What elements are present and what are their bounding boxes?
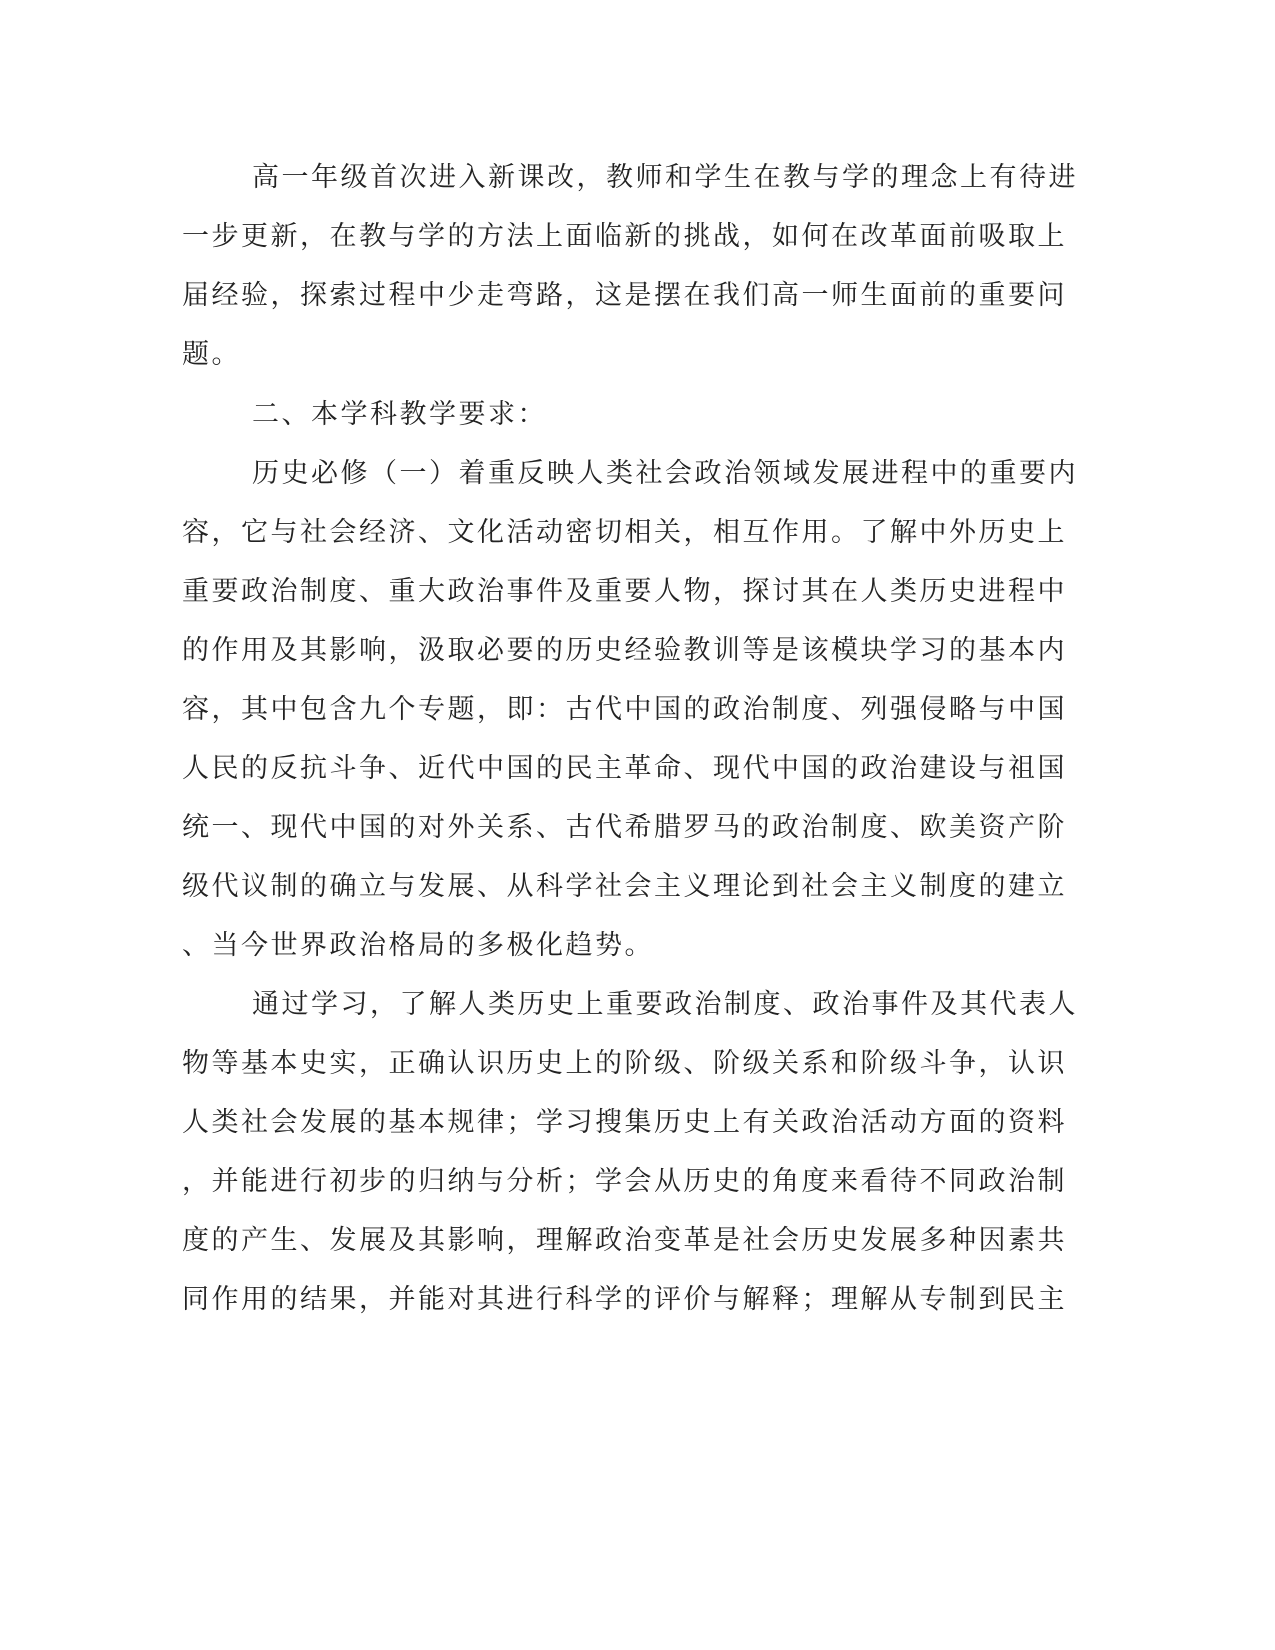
paragraph-1-line-4: 题。 xyxy=(182,339,241,370)
paragraph-1-line-3: 届经验，探索过程中少走弯路，这是摆在我们高一师生面前的重要问 xyxy=(182,280,1067,311)
paragraph-1-line-2: 一步更新，在教与学的方法上面临新的挑战，如何在改革面前吸取上 xyxy=(182,221,1067,252)
paragraph-2-line-9: 、当今世界政治格局的多极化趋势。 xyxy=(182,930,654,961)
paragraph-2-line-1: 历史必修（一）着重反映人类社会政治领域发展进程中的重要内 xyxy=(252,458,1078,489)
paragraph-3-line-6: 同作用的结果，并能对其进行科学的评价与解释；理解从专制到民主 xyxy=(182,1284,1067,1315)
paragraph-2-line-6: 人民的反抗斗争、近代中国的民主革命、现代中国的政治建设与祖国 xyxy=(182,753,1067,784)
paragraph-1-line-1: 高一年级首次进入新课改，教师和学生在教与学的理念上有待进 xyxy=(252,162,1078,193)
paragraph-2-line-4: 的作用及其影响，汲取必要的历史经验教训等是该模块学习的基本内 xyxy=(182,635,1067,666)
paragraph-2-line-2: 容，它与社会经济、文化活动密切相关，相互作用。了解中外历史上 xyxy=(182,517,1067,548)
section-heading: 二、本学科教学要求： xyxy=(252,399,547,430)
paragraph-2-line-7: 统一、现代中国的对外关系、古代希腊罗马的政治制度、欧美资产阶 xyxy=(182,812,1067,843)
paragraph-2-line-3: 重要政治制度、重大政治事件及重要人物，探讨其在人类历史进程中 xyxy=(182,576,1067,607)
paragraph-3-line-3: 人类社会发展的基本规律；学习搜集历史上有关政治活动方面的资料 xyxy=(182,1107,1067,1138)
paragraph-3-line-2: 物等基本史实，正确认识历史上的阶级、阶级关系和阶级斗争，认识 xyxy=(182,1048,1067,1079)
paragraph-3-line-1: 通过学习，了解人类历史上重要政治制度、政治事件及其代表人 xyxy=(252,989,1078,1020)
paragraph-2-line-5: 容，其中包含九个专题，即：古代中国的政治制度、列强侵略与中国 xyxy=(182,694,1067,725)
paragraph-3-line-4: ，并能进行初步的归纳与分析；学会从历史的角度来看待不同政治制 xyxy=(182,1166,1067,1197)
paragraph-2-line-8: 级代议制的确立与发展、从科学社会主义理论到社会主义制度的建立 xyxy=(182,871,1067,902)
paragraph-3-line-5: 度的产生、发展及其影响，理解政治变革是社会历史发展多种因素共 xyxy=(182,1225,1067,1256)
